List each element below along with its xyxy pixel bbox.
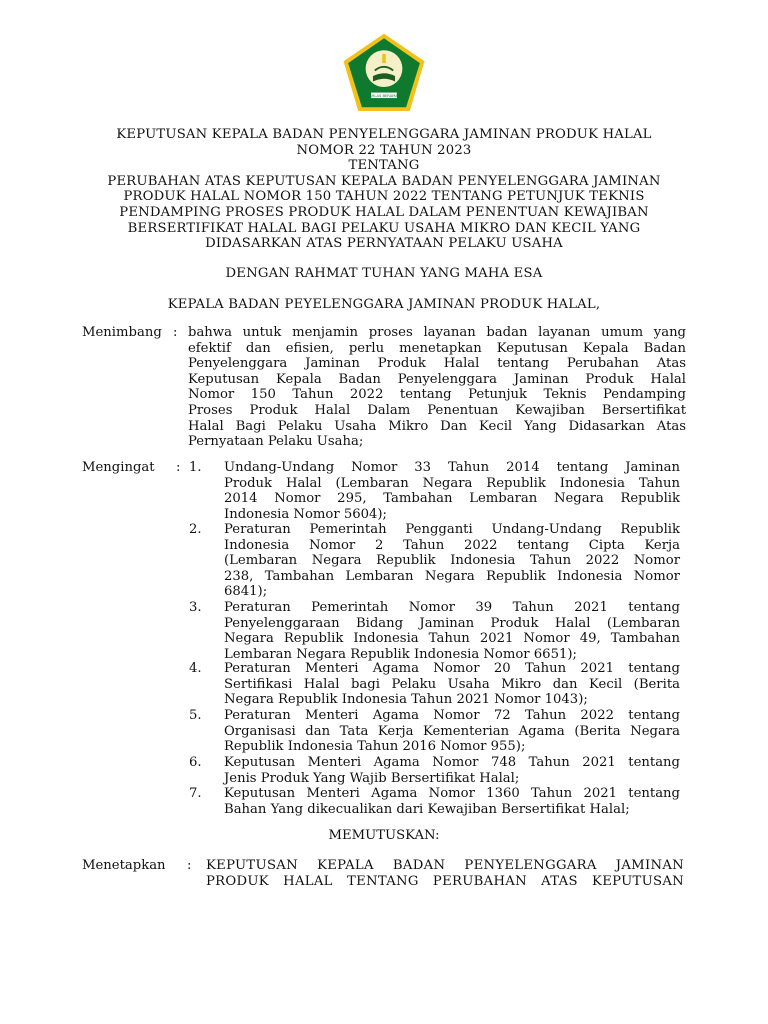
item-line: Negara Republik Indonesia Tahun 2021 Nomor 49, Tambahan xyxy=(224,631,680,647)
item-line: Republik Indonesia Tahun 2016 Nomor 955); xyxy=(224,739,526,755)
item-line: Produk Halal (Lembaran Negara Republik Indonesia Tahun xyxy=(224,475,680,491)
paragraph-line: bahwa untuk menjamin proses layanan badan layanan umum yang xyxy=(188,325,686,340)
paragraph-line: Keputusan Kepala Badan Penyelenggara Jaminan Produk Halal xyxy=(188,371,686,387)
paragraph-line: Nomor 150 Tahun 2022 tentang Petunjuk Teknis Pendamping xyxy=(188,387,686,403)
list-number: 6. xyxy=(189,755,202,770)
title-line: PENDAMPING PROSES PRODUK HALAL DALAM PENENTUAN KEWAJIBAN xyxy=(119,204,649,220)
item-line: Indonesia Nomor 2 Tahun 2022 tentang Cipta Kerja xyxy=(224,537,680,553)
item-line: Keputusan Menteri Agama Nomor 748 Tahun 2021 tentang xyxy=(224,755,680,770)
item-line: 6841); xyxy=(224,584,268,600)
list-number: 3. xyxy=(189,600,202,615)
title-line: NOMOR 22 TAHUN 2023 xyxy=(296,142,472,158)
item-line: Peraturan Menteri Agama Nomor 72 Tahun 2022 tentang xyxy=(224,708,680,723)
item-line: Negara Republik Indonesia Tahun 2021 Nomor 1043); xyxy=(224,692,588,708)
title-line: PRODUK HALAL NOMOR 150 TAHUN 2022 TENTANG PETUNJUK TEKNIS xyxy=(123,189,645,205)
list-item xyxy=(224,661,680,708)
list-number: 4. xyxy=(189,661,202,676)
menetapkan-paragraph xyxy=(206,858,684,891)
list-item xyxy=(224,460,680,522)
list-item xyxy=(224,786,680,817)
menimbang-paragraph xyxy=(188,325,686,450)
item-line: 238, Tambahan Lembaran Negara Republik Indonesia Nomor xyxy=(224,568,680,584)
item-line: Lembaran Negara Republik Indonesia Nomor 6651); xyxy=(224,646,577,662)
emblem-motto: IKHLAS BERAMAL xyxy=(368,94,400,99)
memutuskan-heading: MEMUTUSKAN: xyxy=(328,828,440,843)
title-line: PERUBAHAN ATAS KEPUTUSAN KEPALA BADAN PENYELENGGARA JAMINAN xyxy=(107,173,661,189)
mengingat-label: Mengingat xyxy=(82,460,155,475)
title-line: DIDASARKAN ATAS PERNYATAAN PELAKU USAHA xyxy=(205,236,563,252)
list-number: 7. xyxy=(189,786,202,801)
item-line: Peraturan Pemerintah Pengganti Undang-Undang Republik xyxy=(224,522,680,537)
title-line: BERSERTIFIKAT HALAL BAGI PELAKU USAHA MIKRO DAN KECIL YANG xyxy=(127,220,641,236)
mengingat-colon: : xyxy=(176,460,181,475)
list-item xyxy=(224,708,680,755)
bismillah-line: DENGAN RAHMAT TUHAN YANG MAHA ESA xyxy=(225,266,543,281)
paragraph-line: efektif dan efisien, perlu menetapkan Keputusan Kepala Badan xyxy=(188,340,686,356)
item-line: Bahan Yang dikecualikan dari Kewajiban Bersertifikat Halal; xyxy=(224,801,630,817)
list-item xyxy=(224,522,680,600)
official-line: KEPALA BADAN PEYELENGGARA JAMINAN PRODUK HALAL, xyxy=(167,297,601,312)
item-line: Penyelenggaraan Bidang Jaminan Produk Halal (Lembaran xyxy=(224,615,680,631)
paragraph-line: PRODUK HALAL TENTANG PERUBAHAN ATAS KEPUTUSAN xyxy=(206,874,684,890)
item-line: (Lembaran Negara Republik Indonesia Tahun 2022 Nomor xyxy=(224,553,680,569)
list-item xyxy=(224,600,680,662)
item-line: Organisasi dan Tata Kerja Kementerian Agama (Berita Negara xyxy=(224,723,680,739)
item-line: Peraturan Pemerintah Nomor 39 Tahun 2021 tentang xyxy=(224,600,680,615)
paragraph-line: Halal Bagi Pelaku Usaha Mikro Dan Kecil Yang Didasarkan Atas xyxy=(188,418,686,434)
list-number: 5. xyxy=(189,708,202,723)
list-number: 1. xyxy=(189,460,202,475)
paragraph-line: Proses Produk Halal Dalam Penentuan Kewajiban Bersertifikat xyxy=(188,402,686,418)
item-line: Undang-Undang Nomor 33 Tahun 2014 tentang Jaminan xyxy=(224,460,680,475)
item-line: Sertifikasi Halal bagi Pelaku Usaha Mikro dan Kecil (Berita xyxy=(224,676,680,692)
item-line: Indonesia Nomor 5604); xyxy=(224,506,387,522)
menetapkan-colon: : xyxy=(187,858,192,873)
item-line: Keputusan Menteri Agama Nomor 1360 Tahun 2021 tentang xyxy=(224,786,680,801)
document-title xyxy=(80,127,688,252)
title-line: KEPUTUSAN KEPALA BADAN PENYELENGGARA JAMINAN PRODUK HALAL xyxy=(116,127,652,142)
item-line: 2014 Nomor 295, Tambahan Lembaran Negara Republik xyxy=(224,491,680,507)
item-line: Peraturan Menteri Agama Nomor 20 Tahun 2021 tentang xyxy=(224,661,680,676)
title-line: TENTANG xyxy=(348,158,420,174)
menimbang-label: Menimbang xyxy=(82,325,162,340)
item-line: Jenis Produk Yang Wajib Bersertifikat Halal; xyxy=(224,770,520,786)
paragraph-line: KEPUTUSAN KEPALA BADAN PENYELENGGARA JAMINAN xyxy=(206,858,684,873)
ministry-emblem-icon xyxy=(338,30,430,122)
list-item xyxy=(224,755,680,786)
paragraph-line: Pernyataan Pelaku Usaha; xyxy=(188,434,364,450)
menetapkan-label: Menetapkan xyxy=(82,858,166,873)
paragraph-line: Penyelenggara Jaminan Produk Halal tentang Perubahan Atas xyxy=(188,356,686,372)
menimbang-colon: : xyxy=(173,325,178,340)
list-number: 2. xyxy=(189,522,202,537)
